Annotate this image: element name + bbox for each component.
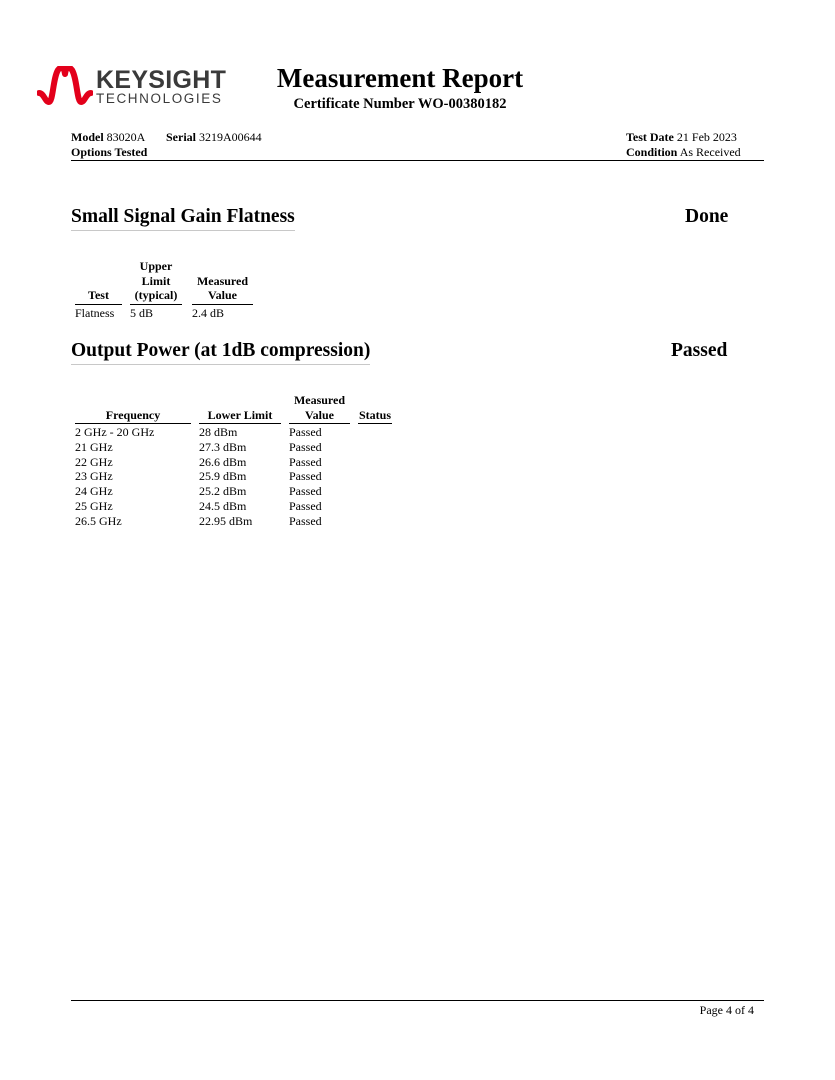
test-date-label: Test Date <box>626 130 674 144</box>
table-row: 26.5 GHz 22.95 dBm Passed <box>75 513 322 528</box>
column-header-test: Test <box>75 259 122 306</box>
table-header-row <box>75 393 392 425</box>
section-title-gain-flatness: Small Signal Gain Flatness <box>71 205 295 231</box>
column-header-frequency: Frequency <box>75 393 191 425</box>
condition-label: Condition <box>626 145 678 159</box>
keysight-wave-icon <box>37 66 93 110</box>
gain-flatness-table <box>75 259 253 320</box>
model-field <box>71 130 145 145</box>
header-divider <box>71 160 764 161</box>
model-label: Model <box>71 130 104 144</box>
logo-sub-text: TECHNOLOGIES <box>96 91 223 106</box>
table-header-row <box>75 259 253 306</box>
column-header-lower-limit: Lower Limit <box>199 393 281 425</box>
section-status-output-power: Passed <box>671 340 728 361</box>
serial-label: Serial <box>166 130 196 144</box>
logo-brand-text: KEYSIGHT <box>96 66 227 94</box>
test-date-field <box>626 130 737 145</box>
cell-upper-limit: 5 dB <box>130 305 154 320</box>
condition-value: As Received <box>679 145 741 159</box>
table-row: 24 GHz 25.2 dBm Passed <box>75 484 322 499</box>
keysight-logo <box>37 64 227 112</box>
test-date-value: 21 Feb 2023 <box>676 130 737 144</box>
condition-field <box>626 145 741 160</box>
column-header-upper-limit: Upper Limit (typical) <box>130 259 182 306</box>
model-value: 83020A <box>106 130 146 144</box>
serial-value: 3219A00644 <box>199 130 262 144</box>
serial-field <box>166 130 262 145</box>
table-row: 22 GHz 26.6 dBm Passed <box>75 454 322 469</box>
options-tested-label: Options Tested <box>71 145 148 159</box>
column-header-measured-value: Measured Value <box>192 259 253 306</box>
table-row: 23 GHz 25.9 dBm Passed <box>75 469 322 484</box>
cell-measured-value: 2.4 dB <box>192 305 225 320</box>
column-header-measured-value: Measured Value <box>289 393 350 425</box>
table-row: 2 GHz - 20 GHz 28 dBm Passed <box>75 425 322 439</box>
section-title-output-power: Output Power (at 1dB compression) <box>71 339 370 365</box>
table-row <box>75 306 253 321</box>
table-row: 21 GHz 27.3 dBm Passed <box>75 439 322 454</box>
output-power-table <box>75 393 392 529</box>
column-header-status: Status <box>358 393 392 425</box>
page-number: Page 4 of 4 <box>699 1003 754 1017</box>
cell-test: Flatness <box>75 305 115 320</box>
section-status-gain-flatness: Done <box>685 206 729 227</box>
footer-divider <box>71 1000 764 1001</box>
table-row: 25 GHz 24.5 dBm Passed <box>75 498 322 513</box>
page-title: Measurement Report <box>276 63 524 93</box>
certificate-number: Certificate Number WO-00380182 <box>293 96 507 112</box>
